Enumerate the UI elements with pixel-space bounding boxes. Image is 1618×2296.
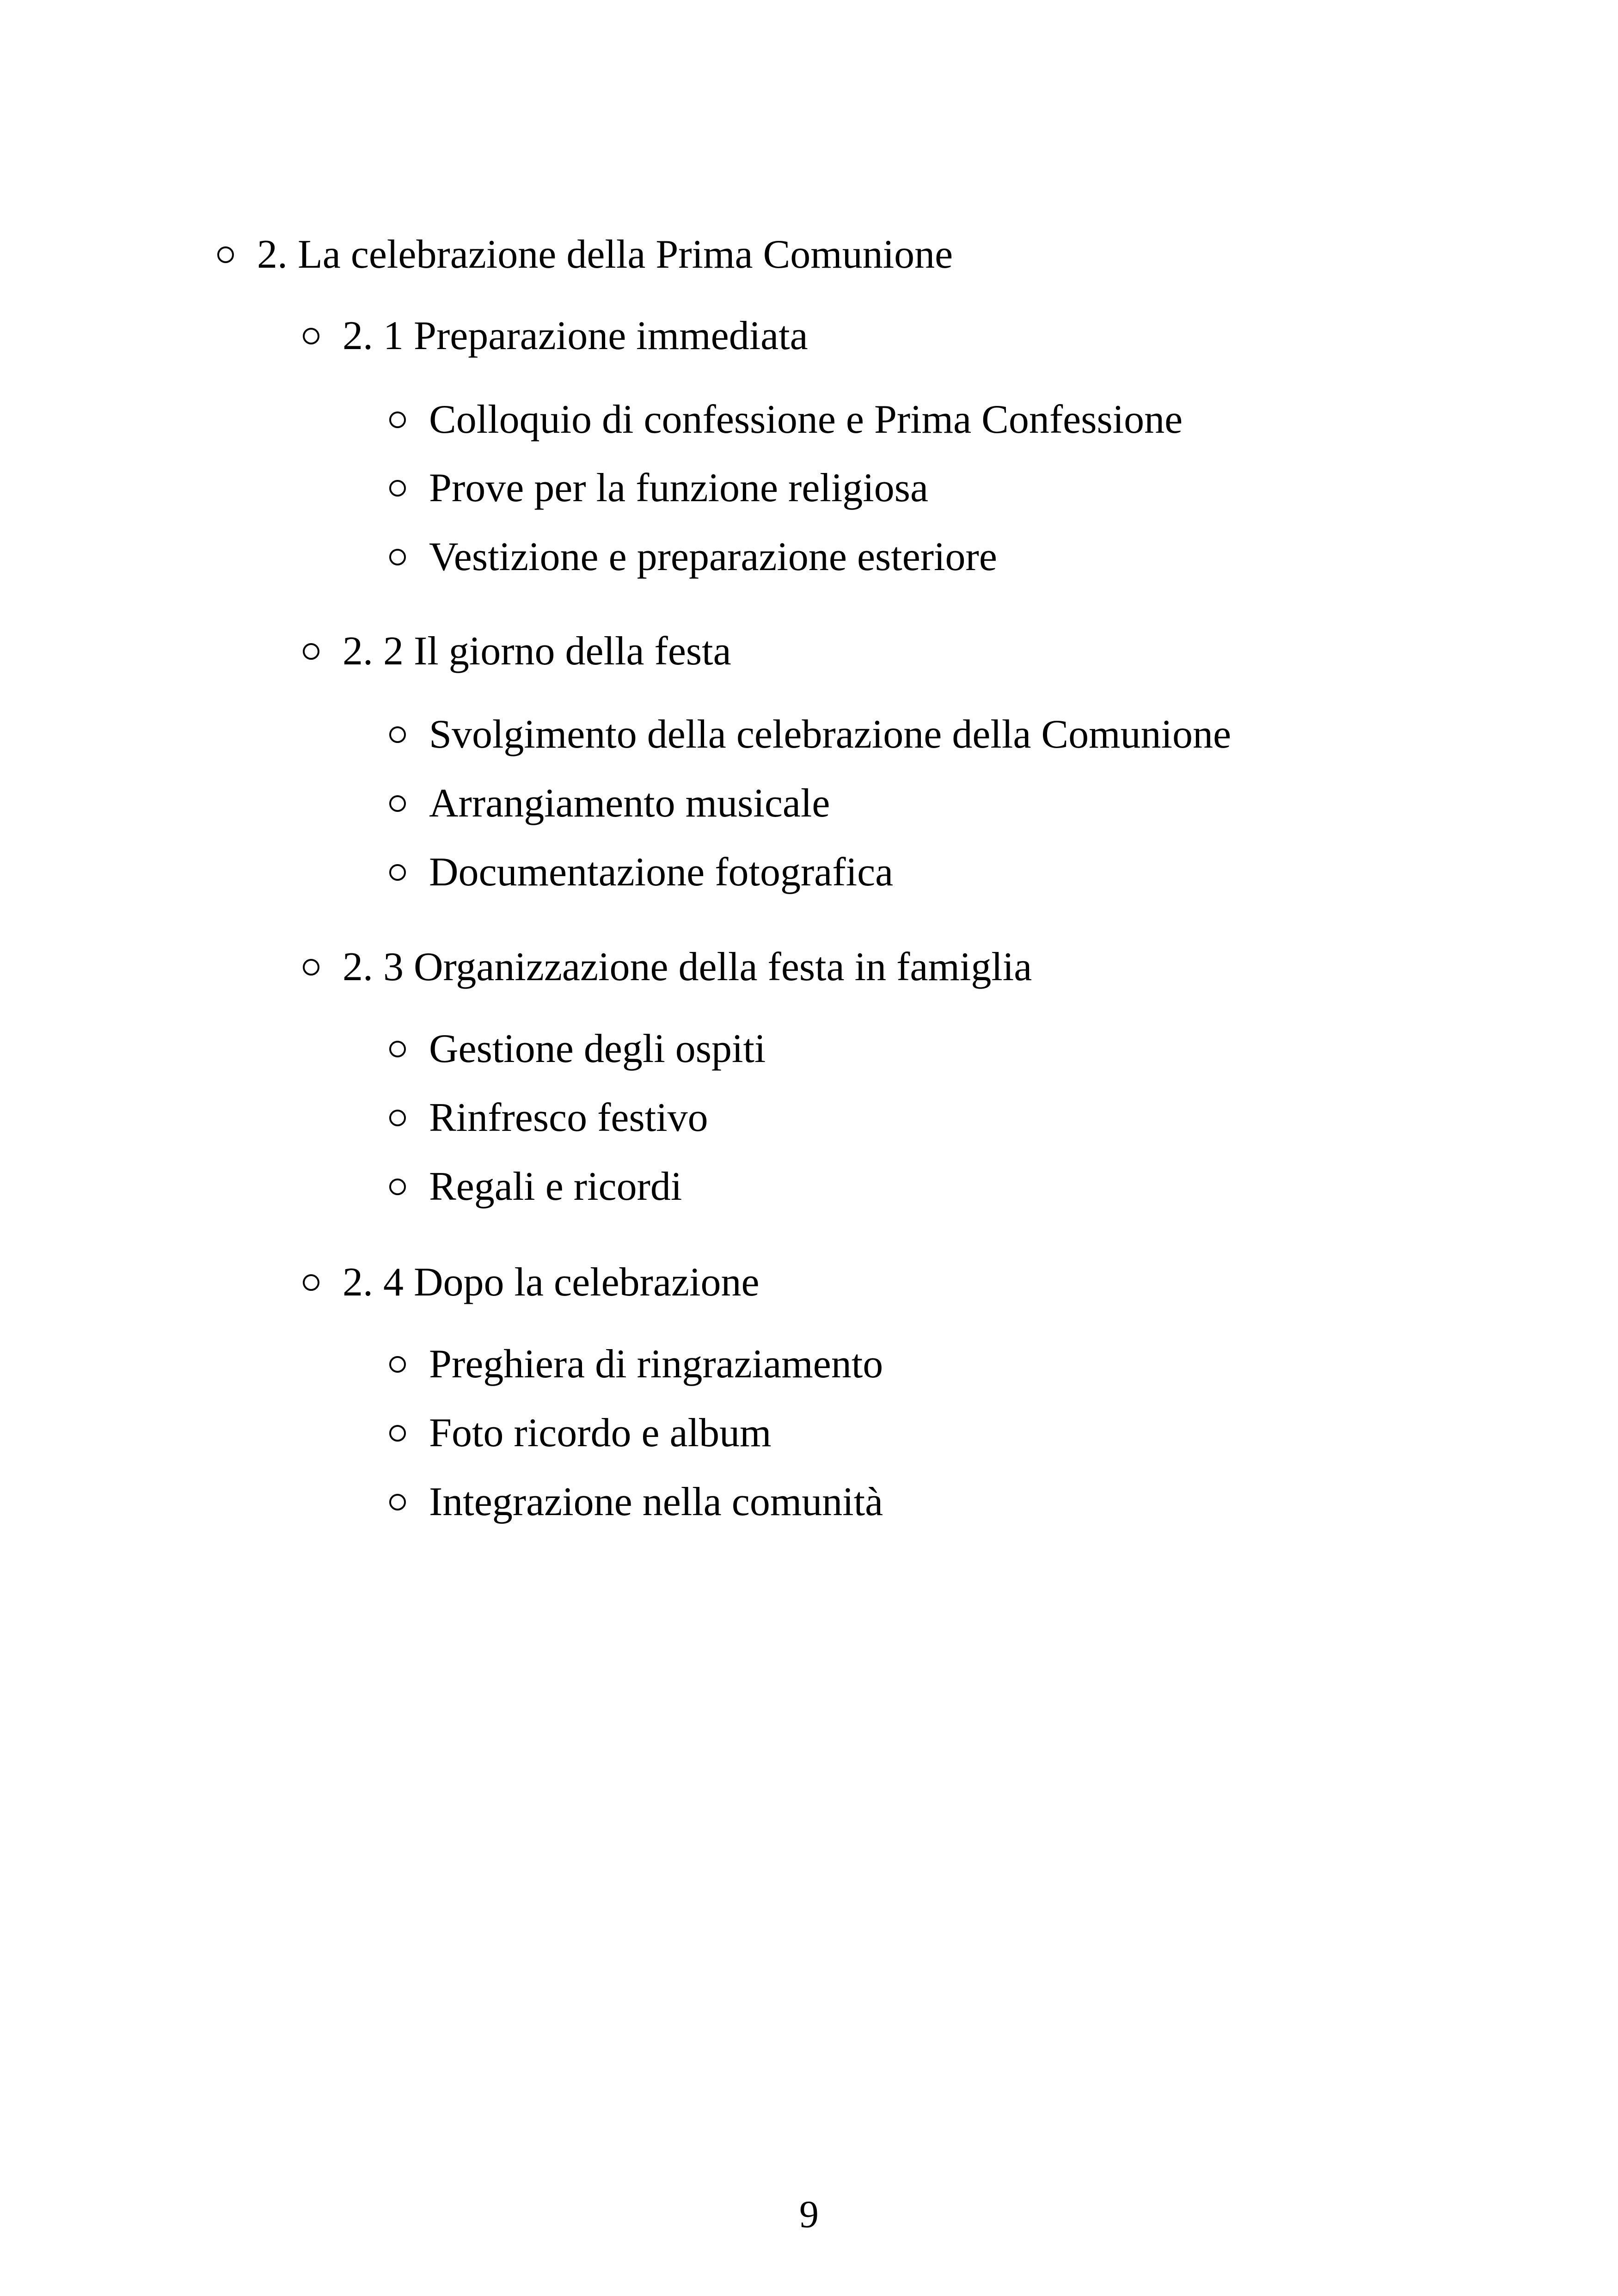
subsection-heading [303, 942, 1032, 993]
hollow-circle-icon [389, 1179, 406, 1195]
hollow-circle-icon [217, 246, 234, 263]
hollow-circle-icon [389, 1425, 406, 1442]
list-item-text: Vestizione e preparazione esteriore [429, 534, 997, 579]
list-item-text: Gestione degli ospiti [429, 1026, 766, 1071]
hollow-circle-icon [389, 1041, 406, 1057]
list-item-text: Regali e ricordi [429, 1164, 682, 1209]
hollow-circle-icon [389, 795, 406, 812]
hollow-circle-icon [389, 1356, 406, 1373]
list-item [389, 532, 997, 583]
list-item-text: Colloquio di confessione e Prima Confessione [429, 397, 1183, 442]
subsection-heading-text: 2. 1 Preparazione immediata [343, 313, 808, 358]
list-item-text: Preghiera di ringraziamento [429, 1342, 883, 1387]
hollow-circle-icon [303, 959, 319, 976]
section-heading-text: 2. La celebrazione della Prima Comunione [257, 232, 953, 277]
list-item-text: Foto ricordo e album [429, 1411, 772, 1455]
section-heading [217, 229, 953, 280]
hollow-circle-icon [303, 1274, 319, 1291]
hollow-circle-icon [303, 328, 319, 344]
list-item [389, 394, 1183, 445]
subsection-heading-text: 2. 3 Organizzazione della festa in famiglia [343, 945, 1032, 989]
list-item-text: Prove per la funzione religiosa [429, 466, 929, 510]
list-item [389, 778, 830, 829]
hollow-circle-icon [389, 1110, 406, 1126]
subsection-heading [303, 311, 808, 362]
hollow-circle-icon [389, 411, 406, 428]
hollow-circle-icon [389, 480, 406, 497]
list-item [389, 709, 1231, 760]
subsection-heading [303, 1257, 760, 1308]
list-item [389, 1408, 772, 1459]
page-number: 9 [799, 2193, 819, 2236]
list-item [389, 847, 893, 898]
list-item [389, 463, 928, 514]
list-item [389, 1477, 883, 1528]
hollow-circle-icon [389, 549, 406, 565]
hollow-circle-icon [389, 864, 406, 881]
list-item [389, 1339, 883, 1390]
list-item [389, 1093, 708, 1143]
list-item-text: Documentazione fotografica [429, 850, 894, 895]
list-item-text: Rinfresco festivo [429, 1095, 708, 1140]
subsection-heading [303, 626, 731, 677]
list-item-text: Arrangiamento musicale [429, 781, 830, 826]
subsection-heading-text: 2. 4 Dopo la celebrazione [343, 1260, 760, 1305]
list-item [389, 1024, 766, 1074]
list-item-text: Svolgimento della celebrazione della Comunione [429, 712, 1232, 757]
subsection-heading-text: 2. 2 Il giorno della festa [343, 629, 731, 674]
hollow-circle-icon [389, 726, 406, 743]
list-item [389, 1161, 682, 1212]
hollow-circle-icon [389, 1494, 406, 1510]
hollow-circle-icon [303, 643, 319, 660]
list-item-text: Integrazione nella comunità [429, 1480, 883, 1524]
